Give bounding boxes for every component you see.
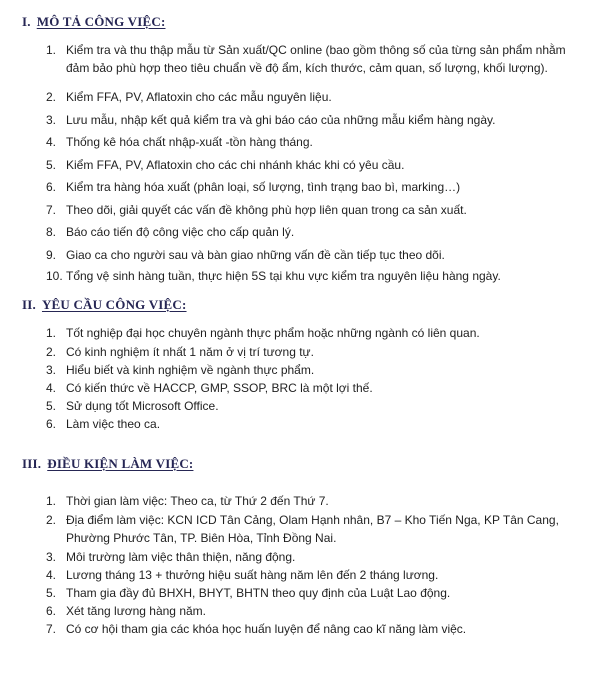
list-item <box>46 42 586 77</box>
item-number: 5. <box>46 399 57 413</box>
item-number: 6. <box>46 604 57 618</box>
section-number: I. <box>22 14 31 29</box>
list-item <box>46 493 586 511</box>
item-text: Kiểm FFA, PV, Aflatoxin cho các chi nhánh khác khi có yêu cầu. <box>66 158 405 172</box>
item-text: Sử dụng tốt Microsoft Office. <box>66 399 219 413</box>
section-title: YÊU CẦU CÔNG VIỆC: <box>41 297 187 312</box>
list-item <box>46 134 586 152</box>
section-title: ĐIỀU KIỆN LÀM VIỆC: <box>47 456 194 471</box>
list-item <box>46 325 586 343</box>
item-number: 7. <box>46 203 57 217</box>
item-text: Tham gia đầy đủ BHXH, BHYT, BHTN theo quy định của Luật Lao động. <box>66 586 451 600</box>
item-number: 7. <box>46 622 57 636</box>
item-number: 6. <box>46 180 57 194</box>
item-text: Lưu mẫu, nhập kết quả kiểm tra và ghi báo cáo của những mẫu kiểm hàng ngày. <box>66 113 496 127</box>
item-text: Kiểm tra hàng hóa xuất (phân loại, số lượng, tình trạng bao bì, marking…) <box>66 180 461 194</box>
item-text: Giao ca cho người sau và bàn giao những vấn đề cần tiếp tục theo dõi. <box>66 248 445 262</box>
section-heading <box>22 456 193 472</box>
list-item <box>46 344 586 362</box>
item-text: Thống kê hóa chất nhập-xuất -tồn hàng tháng. <box>66 135 313 149</box>
list-item <box>46 112 586 130</box>
list-item <box>46 380 586 398</box>
item-number: 5. <box>46 158 57 172</box>
item-number: 9. <box>46 248 57 262</box>
item-text: Thời gian làm việc: Theo ca, từ Thứ 2 đến Thứ 7. <box>66 494 329 508</box>
item-text: Lương tháng 13 + thưởng hiệu suất hàng năm lên đến 2 tháng lương. <box>66 568 439 582</box>
list-item <box>46 247 586 265</box>
item-number: 4. <box>46 568 57 582</box>
section-title: MÔ TẢ CÔNG VIỆC: <box>36 14 166 29</box>
item-number: 5. <box>46 586 57 600</box>
item-number: 1. <box>46 43 57 57</box>
list-item <box>46 362 586 380</box>
item-number: 2. <box>46 345 57 359</box>
item-number: 4. <box>46 381 57 395</box>
item-text: Làm việc theo ca. <box>66 417 161 431</box>
item-number: 3. <box>46 550 57 564</box>
item-number: 3. <box>46 113 57 127</box>
list-item <box>46 202 586 220</box>
section-heading <box>22 297 187 313</box>
section-heading <box>22 14 165 30</box>
list-item <box>46 512 586 547</box>
item-number: 3. <box>46 363 57 377</box>
item-text: Theo dõi, giải quyết các vấn đề không phù hợp liên quan trong ca sản xuất. <box>66 203 467 217</box>
list-item <box>46 416 586 434</box>
item-number: 6. <box>46 417 57 431</box>
section-number: III. <box>22 456 42 471</box>
list-item <box>46 603 586 621</box>
list-item <box>46 224 586 242</box>
list-item <box>46 268 586 286</box>
item-number: 1. <box>46 326 57 340</box>
item-text: Kiểm FFA, PV, Aflatoxin cho các mẫu nguyên liệu. <box>66 90 332 104</box>
item-number: 1. <box>46 494 57 508</box>
item-text: Có kiến thức về HACCP, GMP, SSOP, BRC là một lợi thế. <box>66 381 373 395</box>
list-item <box>46 179 586 197</box>
item-number: 2. <box>46 90 57 104</box>
item-number: 4. <box>46 135 57 149</box>
list-item <box>46 567 586 585</box>
item-text: Có cơ hội tham gia các khóa học huấn luyện để nâng cao kĩ năng làm việc. <box>66 622 467 636</box>
item-text: Địa điểm làm việc: KCN ICD Tân Cảng, Olam Hạnh nhân, B7 – Kho Tiến Nga, KP Tân Cang, Phường Phước Tân, TP. Biên Hòa, Tỉnh Đồng Nai. <box>66 513 559 545</box>
list-item <box>46 585 586 603</box>
item-text: Có kinh nghiệm ít nhất 1 năm ở vị trí tương tự. <box>66 345 314 359</box>
list-item <box>46 549 586 567</box>
item-text: Kiểm tra và thu thập mẫu từ Sản xuất/QC online (bao gồm thông số của từng sản phẩm nhằm đảm bảo phù hợp theo tiêu chuẩn về độ ẩm, kích thước, cảm quan, số lượng, khối lượng). <box>66 43 566 75</box>
item-text: Xét tăng lương hàng năm. <box>66 604 206 618</box>
list-item <box>46 621 586 639</box>
list-item <box>46 157 586 175</box>
list-item <box>46 89 586 107</box>
item-text: Báo cáo tiến độ công việc cho cấp quản lý. <box>66 225 295 239</box>
list-item <box>46 398 586 416</box>
item-text: Hiểu biết và kinh nghiệm về ngành thực phẩm. <box>66 363 315 377</box>
item-number: 2. <box>46 513 57 527</box>
item-text: Tổng vệ sinh hàng tuần, thực hiện 5S tại khu vực kiểm tra nguyên liệu hàng ngày. <box>66 269 501 283</box>
item-text: Tốt nghiệp đại học chuyên ngành thực phẩm hoặc những ngành có liên quan. <box>66 326 480 340</box>
item-text: Môi trường làm việc thân thiện, năng động. <box>66 550 296 564</box>
section-number: II. <box>22 297 36 312</box>
item-number: 8. <box>46 225 57 239</box>
item-number: 10. <box>46 269 63 283</box>
